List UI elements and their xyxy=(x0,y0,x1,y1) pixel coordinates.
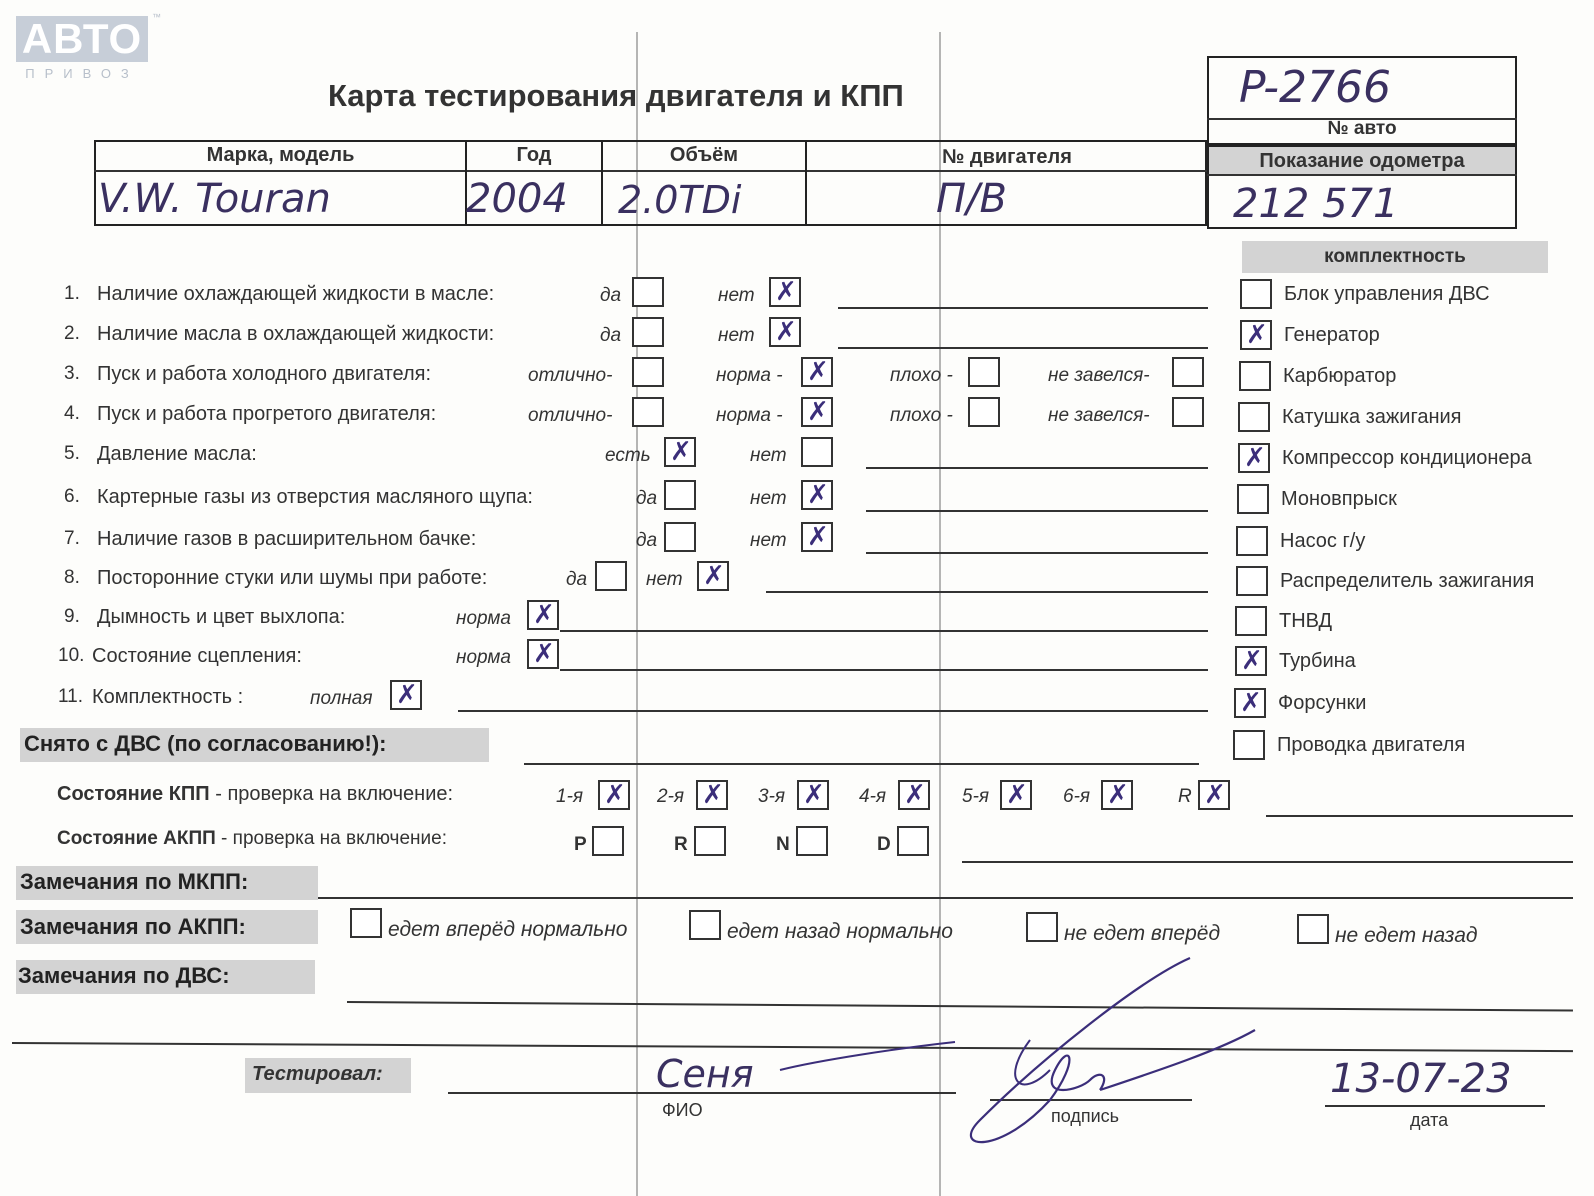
completeness-label: Проводка двигателя xyxy=(1277,734,1466,756)
completeness-label: Компрессор кондиционера xyxy=(1282,447,1532,469)
removed-label: Снято с ДВС (по согласованию!): xyxy=(24,731,387,756)
kpp-gear-checkbox[interactable] xyxy=(898,780,930,810)
mkpp-remarks-label: Замечания по МКПП: xyxy=(20,869,249,894)
option-label: да xyxy=(566,569,588,590)
date-value: 13-07-23 xyxy=(1330,1056,1512,1102)
date-label: дата xyxy=(1410,1110,1449,1130)
answer-line[interactable] xyxy=(560,630,1208,632)
option-checkbox[interactable] xyxy=(801,397,833,427)
make-label: Марка, модель xyxy=(206,144,355,166)
option-checkbox[interactable] xyxy=(664,522,696,552)
kpp-gear-checkbox[interactable] xyxy=(598,780,630,810)
option-label: нет xyxy=(646,569,683,590)
akpp-remark-checkbox[interactable] xyxy=(1026,912,1058,942)
kpp-gear-label: R xyxy=(1178,786,1192,807)
check-mark-icon: ✗ xyxy=(1240,688,1262,718)
option-label: да xyxy=(636,488,658,509)
option-label: нет xyxy=(750,445,787,466)
akpp-remark-checkbox[interactable] xyxy=(350,908,382,938)
option-label: плохо - xyxy=(890,405,953,426)
question-number: 3. xyxy=(64,363,80,384)
car-number-box xyxy=(1207,56,1517,145)
completeness-label: Катушка зажигания xyxy=(1282,406,1462,428)
removed-line[interactable] xyxy=(524,763,1199,765)
option-checkbox[interactable] xyxy=(632,357,664,387)
tested-label: Тестировал: xyxy=(252,1063,383,1085)
akpp-line[interactable] xyxy=(962,861,1573,863)
akpp-label-rest: - проверка на включение: xyxy=(215,828,447,849)
completeness-checkbox[interactable] xyxy=(1235,606,1267,636)
kpp-gear-label: 1-я xyxy=(556,786,584,807)
logo: АВТО xyxy=(16,16,148,62)
check-mark-icon: ✗ xyxy=(1107,780,1129,810)
check-mark-icon: ✗ xyxy=(803,780,825,810)
volume-value: 2.0TDi xyxy=(618,178,742,222)
check-mark-icon: ✗ xyxy=(807,357,829,387)
answer-line[interactable] xyxy=(866,552,1208,554)
option-checkbox[interactable] xyxy=(527,639,559,669)
option-checkbox[interactable] xyxy=(968,357,1000,387)
completeness-checkbox[interactable] xyxy=(1238,402,1270,432)
kpp-gear-label: 2-я xyxy=(657,786,685,807)
option-label: нет xyxy=(718,325,755,346)
option-label: плохо - xyxy=(890,365,953,386)
akpp-label-bold: Состояние АКПП xyxy=(57,828,216,849)
option-checkbox[interactable] xyxy=(697,561,729,591)
kpp-label xyxy=(57,783,453,806)
make-value: V.W. Touran xyxy=(98,176,331,222)
option-checkbox[interactable] xyxy=(632,397,664,427)
option-checkbox[interactable] xyxy=(1172,357,1204,387)
fio-value: Сеня xyxy=(656,1052,754,1096)
check-mark-icon: ✗ xyxy=(904,780,926,810)
option-label: полная xyxy=(310,688,373,709)
kpp-gear-checkbox[interactable] xyxy=(1000,780,1032,810)
check-mark-icon: ✗ xyxy=(1246,320,1268,350)
kpp-gear-checkbox[interactable] xyxy=(1101,780,1133,810)
divider xyxy=(94,170,1207,172)
completeness-checkbox[interactable] xyxy=(1234,688,1266,718)
option-checkbox[interactable] xyxy=(632,317,664,347)
option-label: да xyxy=(600,325,622,346)
option-label: отлично- xyxy=(528,365,613,386)
option-checkbox[interactable] xyxy=(390,680,422,710)
car-number-label: № авто xyxy=(1327,118,1397,139)
question-number: 4. xyxy=(64,403,80,424)
mkpp-remarks-line[interactable] xyxy=(318,897,1573,899)
akpp-gear-checkbox[interactable] xyxy=(796,826,828,856)
odometer-label: Показание одометра xyxy=(1259,150,1465,172)
completeness-checkbox[interactable] xyxy=(1237,484,1269,514)
akpp-remark-label: не едет вперёд xyxy=(1064,922,1221,945)
question-text: Пуск и работа прогретого двигателя: xyxy=(97,403,437,425)
question-number: 10. xyxy=(58,645,85,666)
fio-scribble xyxy=(700,1040,960,1090)
completeness-checkbox[interactable] xyxy=(1233,730,1265,760)
completeness-checkbox[interactable] xyxy=(1238,443,1270,473)
question-text: Состояние сцепления: xyxy=(92,645,302,667)
question-number: 5. xyxy=(64,443,80,464)
year-value: 2004 xyxy=(466,176,568,222)
volume-label: Объём xyxy=(669,144,739,166)
check-mark-icon: ✗ xyxy=(1204,780,1226,810)
kpp-gear-label: 3-я xyxy=(758,786,786,807)
option-label: есть xyxy=(605,445,651,466)
akpp-remark-label: едет вперёд нормально xyxy=(388,918,628,941)
completeness-label: Форсунки xyxy=(1278,692,1367,714)
option-label: да xyxy=(600,285,622,306)
akpp-label xyxy=(57,828,447,850)
check-mark-icon: ✗ xyxy=(807,480,829,510)
question-number: 6. xyxy=(64,486,80,507)
completeness-label: Генератор xyxy=(1284,324,1380,346)
option-checkbox[interactable] xyxy=(664,437,696,467)
answer-line[interactable] xyxy=(560,669,1208,671)
page-title: Карта тестирования двигателя и КПП xyxy=(328,78,904,113)
akpp-remark-label: едет назад нормально xyxy=(727,920,953,943)
option-checkbox[interactable] xyxy=(769,317,801,347)
akpp-gear-label: R xyxy=(674,834,688,855)
answer-line[interactable] xyxy=(866,510,1208,512)
kpp-gear-label: 5-я xyxy=(962,786,990,807)
akpp-remarks-label: Замечания по АКПП: xyxy=(20,914,246,939)
question-text: Дымность и цвет выхлопа: xyxy=(97,606,346,628)
option-label: норма - xyxy=(716,405,783,426)
odometer-box xyxy=(1207,145,1517,229)
option-checkbox[interactable] xyxy=(801,437,833,467)
completeness-checkbox[interactable] xyxy=(1236,526,1268,556)
check-mark-icon: ✗ xyxy=(670,437,692,467)
option-checkbox[interactable] xyxy=(632,277,664,307)
option-label: отлично- xyxy=(528,405,613,426)
kpp-label-bold: Состояние КПП xyxy=(57,783,210,805)
check-mark-icon: ✗ xyxy=(396,680,418,710)
akpp-gear-label: P xyxy=(574,834,587,855)
akpp-gear-checkbox[interactable] xyxy=(897,826,929,856)
question-number: 7. xyxy=(64,528,80,549)
option-checkbox[interactable] xyxy=(801,357,833,387)
completeness-checkbox[interactable] xyxy=(1240,279,1272,309)
answer-line[interactable] xyxy=(866,467,1208,469)
car-number-value: P-2766 xyxy=(1239,62,1391,113)
option-checkbox[interactable] xyxy=(1172,397,1204,427)
check-mark-icon: ✗ xyxy=(703,561,725,591)
question-text: Пуск и работа холодного двигателя: xyxy=(97,363,432,385)
option-checkbox[interactable] xyxy=(968,397,1000,427)
fio-label: ФИО xyxy=(662,1100,703,1120)
question-text: Давление масла: xyxy=(97,443,257,465)
question-text: Комплектность : xyxy=(92,686,244,708)
question-text: Наличие охлаждающей жидкости в масле: xyxy=(97,283,495,305)
kpp-gear-checkbox[interactable] xyxy=(696,780,728,810)
option-label: норма xyxy=(456,608,511,629)
kpp-line[interactable] xyxy=(1266,815,1573,817)
kpp-gear-label: 4-я xyxy=(859,786,887,807)
question-text: Наличие масла в охлаждающей жидкости: xyxy=(97,323,495,345)
check-mark-icon: ✗ xyxy=(775,277,797,307)
kpp-gear-checkbox[interactable] xyxy=(1198,780,1230,810)
completeness-checkbox[interactable] xyxy=(1235,646,1267,676)
check-mark-icon: ✗ xyxy=(807,397,829,427)
akpp-gear-label: D xyxy=(877,834,891,855)
question-text: Посторонние стуки или шумы при работе: xyxy=(97,567,488,589)
divider xyxy=(1207,174,1517,176)
check-mark-icon: ✗ xyxy=(533,600,555,630)
option-label: нет xyxy=(750,530,787,551)
option-label: нет xyxy=(750,488,787,509)
option-checkbox[interactable] xyxy=(595,561,627,591)
dvs-remarks-label: Замечания по ДВС: xyxy=(18,963,230,988)
completeness-label: Моновпрыск xyxy=(1281,488,1397,510)
option-label: норма xyxy=(456,647,511,668)
signature-mark xyxy=(960,950,1260,1160)
answer-line[interactable] xyxy=(838,347,1208,349)
engine-value: П/В xyxy=(936,176,1007,222)
completeness-label: ТНВД xyxy=(1279,610,1333,632)
akpp-gear-checkbox[interactable] xyxy=(694,826,726,856)
check-mark-icon: ✗ xyxy=(1241,646,1263,676)
completeness-checkbox[interactable] xyxy=(1236,566,1268,596)
check-mark-icon: ✗ xyxy=(533,639,555,669)
completeness-label: Блок управления ДВС xyxy=(1284,283,1490,305)
check-mark-icon: ✗ xyxy=(775,317,797,347)
question-number: 2. xyxy=(64,323,80,344)
engine-label: № двигателя xyxy=(942,146,1072,168)
kpp-gear-checkbox[interactable] xyxy=(797,780,829,810)
completeness-label: Турбина xyxy=(1279,650,1356,672)
kpp-label-rest: - проверка на включение: xyxy=(209,783,454,805)
option-checkbox[interactable] xyxy=(801,522,833,552)
akpp-gear-label: N xyxy=(776,834,790,855)
akpp-remark-checkbox[interactable] xyxy=(1297,914,1329,944)
option-checkbox[interactable] xyxy=(769,277,801,307)
question-text: Картерные газы из отверстия масляного щупа: xyxy=(97,486,533,508)
logo-subtitle: ПРИВОЗ xyxy=(25,66,139,81)
check-mark-icon: ✗ xyxy=(1244,443,1266,473)
check-mark-icon: ✗ xyxy=(1006,780,1028,810)
option-checkbox[interactable] xyxy=(527,600,559,630)
divider xyxy=(1207,118,1517,120)
answer-line[interactable] xyxy=(458,710,1208,712)
option-checkbox[interactable] xyxy=(801,480,833,510)
question-number: 1. xyxy=(64,283,80,304)
answer-line[interactable] xyxy=(766,591,1208,593)
option-label: норма - xyxy=(716,365,783,386)
check-mark-icon: ✗ xyxy=(702,780,724,810)
trademark: ™ xyxy=(152,12,161,22)
odometer-value: 212 571 xyxy=(1233,181,1399,227)
question-text: Наличие газов в расширительном бачке: xyxy=(97,528,477,550)
date-line[interactable] xyxy=(1325,1105,1545,1107)
option-checkbox[interactable] xyxy=(664,480,696,510)
question-number: 9. xyxy=(64,606,80,627)
completeness-label: Насос г/у xyxy=(1280,530,1366,552)
completeness-label: Карбюратор xyxy=(1283,365,1397,387)
completeness-label: Распределитель зажигания xyxy=(1280,570,1535,592)
question-number: 8. xyxy=(64,567,80,588)
option-label: да xyxy=(636,530,658,551)
akpp-remark-label: не едет назад xyxy=(1335,924,1478,947)
akpp-remark-checkbox[interactable] xyxy=(689,910,721,940)
completeness-checkbox[interactable] xyxy=(1239,361,1271,391)
option-label: нет xyxy=(718,285,755,306)
answer-line[interactable] xyxy=(838,307,1208,309)
question-number: 11. xyxy=(58,686,84,707)
year-label: Год xyxy=(516,144,552,166)
akpp-gear-checkbox[interactable] xyxy=(592,826,624,856)
check-mark-icon: ✗ xyxy=(807,522,829,552)
option-label: не завелся- xyxy=(1048,365,1150,386)
sign-label: подпись xyxy=(1051,1106,1120,1126)
completeness-checkbox[interactable] xyxy=(1240,320,1272,350)
completeness-title: комплектность xyxy=(1324,246,1466,267)
option-label: не завелся- xyxy=(1048,405,1150,426)
kpp-gear-label: 6-я xyxy=(1063,786,1091,807)
check-mark-icon: ✗ xyxy=(604,780,626,810)
